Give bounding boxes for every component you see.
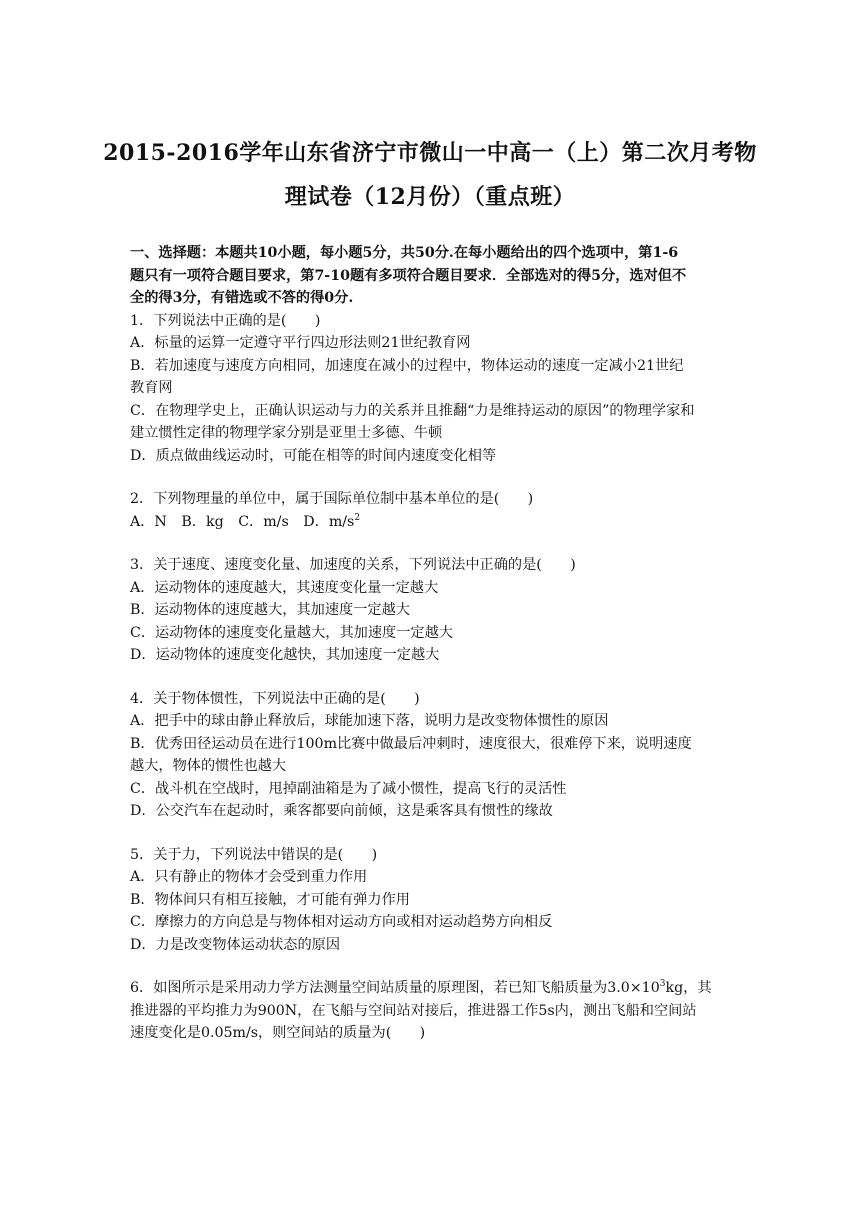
- spacer: [130, 956, 730, 977]
- question-4-option-d: D．公交汽车在起动时，乘客都要向前倾，这是乘客具有惯性的缘故: [130, 803, 553, 819]
- question-1-option-b-line-1: B．若加速度与速度方向相同，加速度在减小的过程中，物体运动的速度一定减小21世纪: [130, 357, 684, 374]
- question-1-option-c-line-2: 建立惯性定律的物理学家分别是亚里士多德、牛顿: [130, 425, 443, 441]
- question-3-option-a: A．运动物体的速度越大，其速度变化量一定越大: [130, 579, 439, 596]
- question-1-option-d: D．质点做曲线运动时，可能在相等的时间内速度变化相等: [130, 447, 497, 464]
- exam-content: [130, 242, 730, 1045]
- question-4-stem: 4．关于物体惯性，下列说法中正确的是( ): [130, 690, 420, 707]
- question-6-stem-text-b: kg，其: [665, 980, 712, 996]
- question-4-option-a: A．把手中的球由静止释放后，球能加速下落，说明力是改变物体惯性的原因: [130, 713, 609, 729]
- question-3-stem: 3．关于速度、速度变化量、加速度的关系，下列说法中正确的是( ): [130, 557, 576, 573]
- spacer: [130, 667, 730, 688]
- question-1-stem: 1．下列说法中正确的是( ): [130, 312, 321, 329]
- question-6-stem-line-1: [130, 977, 730, 1000]
- question-3-option-c: C．运动物体的速度变化量越大，其加速度一定越大: [130, 624, 453, 641]
- question-2-option-b: B．kg: [181, 513, 224, 530]
- question-2-option-c: C．m/s: [238, 513, 289, 530]
- question-6-stem-line-2: 推进器的平均推力为900N，在飞船与空间站对接后，推进器工作5s内，测出飞船和空间站: [130, 1002, 697, 1019]
- exam-title-line-2: 理试卷（12月份）（重点班）: [284, 184, 576, 210]
- question-6-stem-line-3: 速度变化是0.05m/s，则空间站的质量为( ): [130, 1025, 426, 1041]
- question-5-stem: 5．关于力，下列说法中错误的是( ): [130, 846, 378, 863]
- question-6-stem-text-a: 6．如图所示是采用动力学方法测量空间站质量的原理图，若已知飞船质量为3.0×10: [130, 980, 660, 996]
- exponent: 2: [354, 512, 361, 523]
- exponent: 3: [659, 979, 666, 989]
- question-5-option-d: D．力是改变物体运动状态的原因: [130, 936, 341, 953]
- question-5-option-a: A．只有静止的物体才会受到重力作用: [130, 869, 368, 885]
- question-2-option-a: A．N: [130, 513, 167, 530]
- section-header-line-2: 题只有一项符合题目要求，第7-10题有多项符合题目要求．全部选对的得5分，选对但不: [130, 267, 687, 284]
- question-3-option-d: D．运动物体的速度变化越快，其加速度一定越大: [130, 647, 440, 663]
- question-1-option-b-line-2: 教育网: [130, 380, 173, 396]
- question-3-option-b: B．运动物体的速度越大，其加速度一定越大: [130, 602, 410, 618]
- question-2-stem: 2．下列物理量的单位中，属于国际单位制中基本单位的是( ): [130, 491, 534, 507]
- question-5-option-b: B．物体间只有相互接触，才可能有弹力作用: [130, 891, 410, 908]
- question-4-option-b-line-1: B．优秀田径运动员在进行100m比赛中做最后冲刺时，速度很大，很难停下来，说明速度: [130, 735, 692, 752]
- spacer: [130, 533, 730, 554]
- section-header-line-3: 全的得3分，有错选或不答的得0分.: [130, 290, 354, 306]
- question-2-option-d-text: D．m/s: [303, 513, 355, 530]
- spacer: [130, 467, 730, 488]
- question-2-options: [130, 511, 730, 534]
- question-1-option-c-line-1: C．在物理学史上，正确认识运动与力的关系并且推翻“力是维持运动的原因”的物理学家和: [130, 402, 695, 419]
- spacer: [130, 823, 730, 844]
- question-4-option-b-line-2: 越大，物体的惯性也越大: [130, 758, 287, 774]
- question-4-option-c: C．战斗机在空战时，甩掉副油箱是为了减小惯性，提高飞行的灵活性: [130, 780, 567, 797]
- section-header-line-1: 一、选择题：本题共10小题，每小题5分，共50分.在每小题给出的四个选项中，第1-6: [130, 245, 679, 261]
- exam-title-line-1: 2015-2016学年山东省济宁市微山一中高一（上）第二次月考物: [103, 140, 757, 166]
- question-5-option-c: C．摩擦力的方向总是与物体相对运动方向或相对运动趋势方向相反: [130, 914, 553, 930]
- question-2-option-d: [303, 514, 360, 530]
- question-1-option-a: A．标量的运算一定遵守平行四边形法则21世纪教育网: [130, 335, 471, 351]
